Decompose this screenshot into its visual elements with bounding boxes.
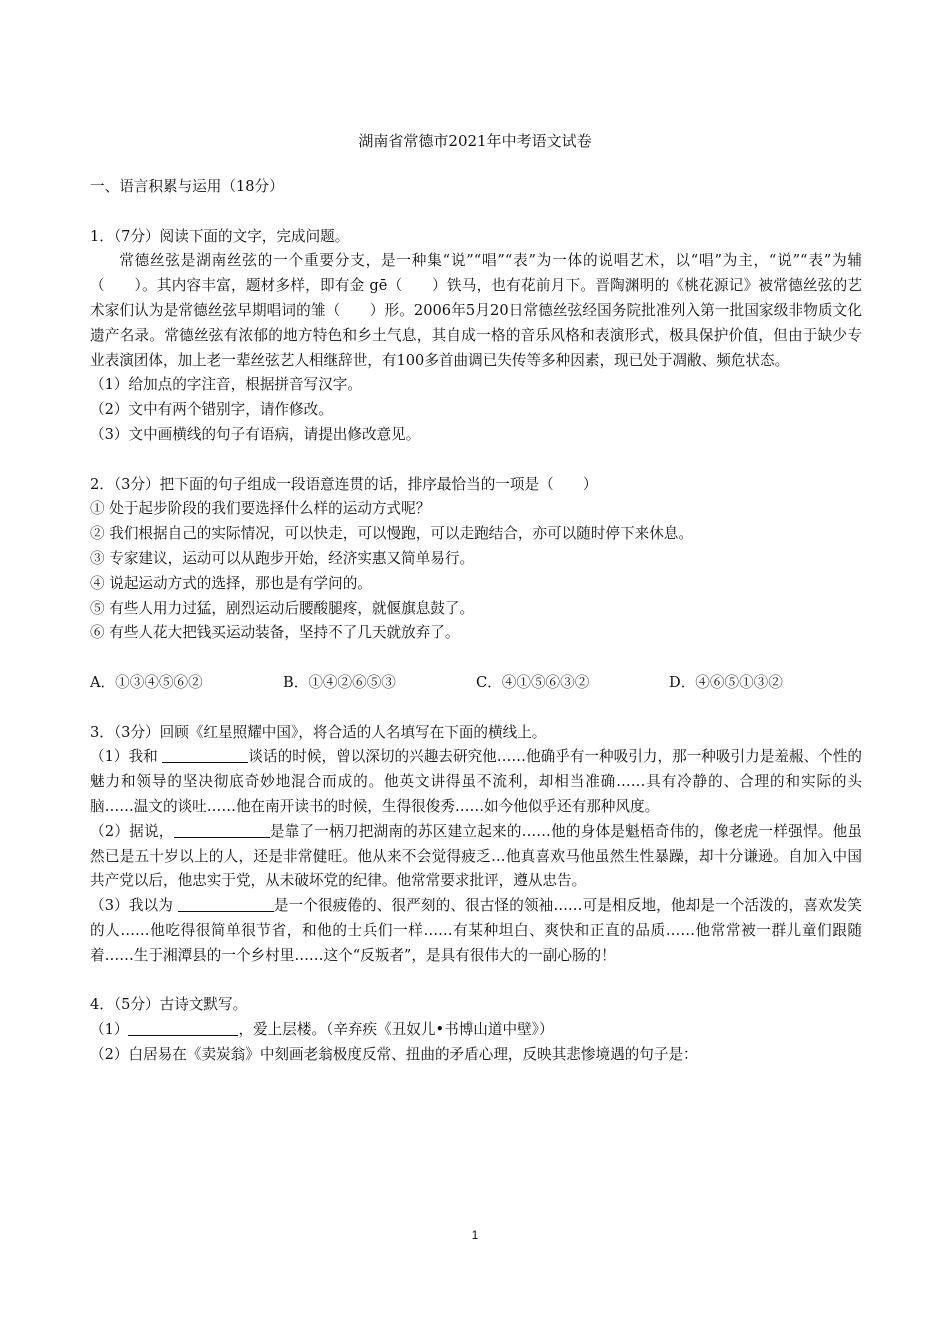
question-1-sub-1: （1）给加点的字注音，根据拼音写汉字。: [90, 376, 362, 394]
part-2-text: 是靠了一柄刀把湖南的苏区建立起来的……他的身体是魁梧奇伟的，像老虎一样强悍。他虽然已是五十岁以上的人，还是非常健旺。他从来不会觉得疲乏…他真喜欢马他虽然生性暴躁，却十分谦逊。自加入中国共产党以后，他忠实于党，从未破坏党的纪律。他常常要求批评，遵从忠告。: [90, 822, 862, 890]
question-2-item-2: ② 我们根据自己的实际情况，可以快走，可以慢跑，可以走跑结合，亦可以随时停下来休息。: [90, 525, 693, 543]
question-4-header: 4．（5分）古诗文默写。: [90, 996, 248, 1014]
question-1-header: 1．（7分）阅读下面的文字，完成问题。: [90, 227, 350, 245]
question-1-passage: 常德丝弦是湖南丝弦的一个重要分支，是一种集“说”“唱”“表”为一体的说唱艺术，以“唱”为主，“说”“表”为辅（ ）。其内容丰富，题材多样，即有金 gē（ ）铁马，也有花前月下。晋陶渊明的《桃花源记》被常德丝弦的艺术家们认为是常德丝弦早期唱词的雏（ ）形。2006年5月20日常德丝弦经国务院批准列入第一批国家级非物质文化遗产名录。常德丝弦有浓郁的地方特色和乡土气息，其自成一格的音乐风格和表演形式，极具保护价值，但由于缺少专业表演团体，加上老一辈丝弦艺人相继辞世，有100多首曲调已失传等多种因素，现已处于凋敝、频危状态。: [90, 252, 862, 369]
part-3-prefix: （3）我以为: [90, 897, 178, 915]
answer-blank-3[interactable]: [178, 895, 274, 912]
part-1-prefix: （1）我和: [90, 748, 163, 766]
sub-1-prefix: （1）: [90, 1021, 129, 1039]
question-2-header: 2．（3分）把下面的句子组成一段语意连贯的话，排序最恰当的一项是（ ）: [90, 475, 598, 493]
question-1-sub-3: （3）文中画横线的句子有语病，请提出修改意见。: [90, 425, 421, 443]
exam-content: [90, 175, 862, 1068]
question-2-item-6: ⑥ 有些人花大把钱买运动装备，坚持不了几天就放弃了。: [90, 624, 460, 642]
question-4-sub-2: （2）白居易在《卖炭翁》中刻画老翁极度反常、扭曲的矛盾心理，反映其悲惨境遇的句子是：: [90, 1045, 698, 1063]
answer-blank-1[interactable]: [162, 746, 248, 763]
question-2-item-4: ④ 说起运动方式的选择，那也是有学问的。: [90, 574, 372, 592]
question-2-item-1: ① 处于起步阶段的我们要选择什么样的运动方式呢？: [90, 500, 431, 518]
page-title: 湖南省常德市2021年中考语文试卷: [358, 132, 592, 150]
question-3-header: 3．（3分）回顾《红星照耀中国》，将合适的人名填写在下面的横线上。: [90, 723, 547, 741]
part-2-prefix: （2）据说，: [90, 822, 174, 840]
option-b[interactable]: B．①④②⑥⑤③: [283, 673, 396, 691]
part-3-text: 是一个很疲倦的、很严刻的、很古怪的领袖……可是相反地，他却是一个活泼的，喜欢发笑的人……他吃得很简单很节省，和他的士兵们一样……有某种坦白、爽快和正直的品质……他常常被一群儿童们跟随着……生于湘潭县的一个乡村里……这个“反叛者”，是具有很伟大的一副心肠的！: [90, 897, 862, 964]
answer-blank-4[interactable]: [128, 1019, 238, 1036]
option-a[interactable]: A．①③④⑤⑥②: [90, 673, 203, 691]
question-3-part-1: [90, 745, 862, 819]
question-4-sub-1: [90, 1018, 862, 1043]
question-2-options: [90, 671, 862, 696]
part-1-text: 谈话的时候，曾以深切的兴趣去研究他……他确乎有一种吸引力，那一种吸引力是羞赧、个性的魅力和领导的坚决彻底奇妙地混合而成的。他英文讲得虽不流利，却相当准确……具有冷静的、合理的和实际的头脑……温文的谈吐……他在南开读书的时候，生得很俊秀……如今他似乎还有那种风度。: [90, 748, 862, 815]
option-c[interactable]: C．④①⑤⑥③②: [476, 673, 590, 691]
answer-blank-2[interactable]: [174, 821, 270, 838]
question-2-item-3: ③ 专家建议，运动可以从跑步开始，经济实惠又简单易行。: [90, 549, 475, 567]
section-heading: 一、语言积累与运用（18分）: [90, 178, 284, 195]
option-d[interactable]: D．④⑥⑤①③②: [669, 673, 783, 691]
question-1-sub-2: （2）文中有两个错别字，请作修改。: [90, 401, 333, 419]
question-3-part-3: [90, 894, 862, 968]
question-3-part-2: [90, 820, 862, 894]
question-2-item-5: ⑤ 有些人用力过猛，剧烈运动后腰酸腿疼，就偃旗息鼓了。: [90, 599, 475, 617]
page-number: 1: [471, 1228, 479, 1242]
sub-1-text: ，爱上层楼。（辛弃疾《丑奴儿•书博山道中壁》）: [238, 1021, 554, 1039]
